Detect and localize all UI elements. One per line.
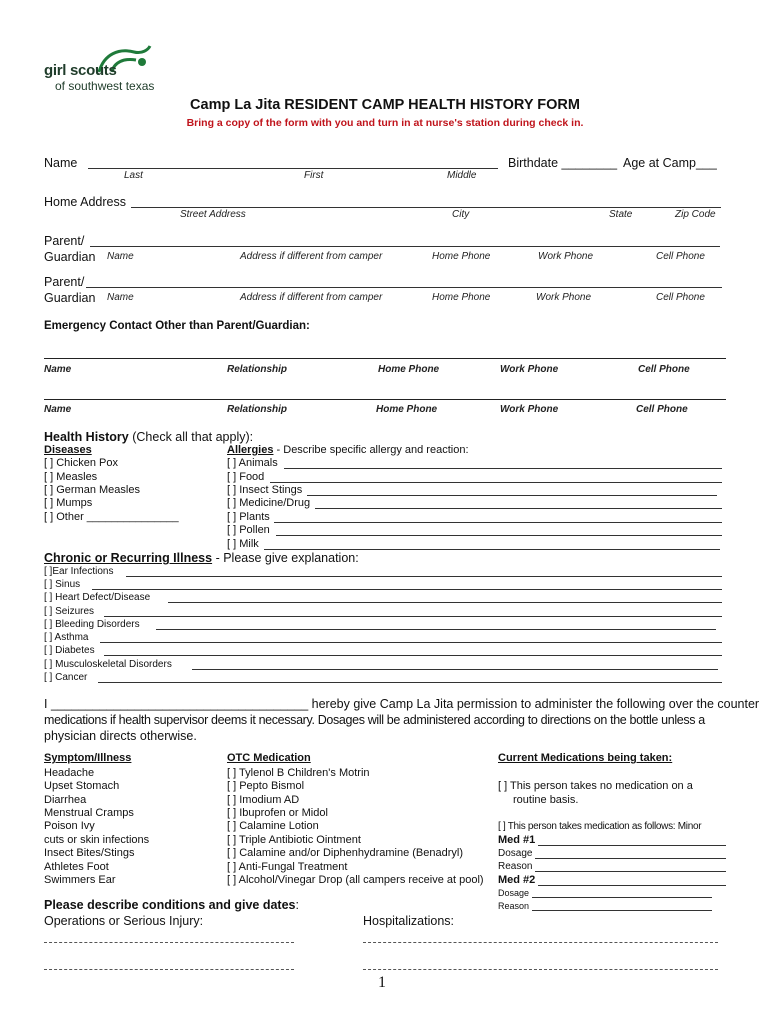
- emergency-row2-cell: Cell Phone: [636, 404, 688, 415]
- chronic-item-3[interactable]: [ ] Seizures: [44, 606, 95, 617]
- operations-label: Operations or Serious Injury:: [44, 914, 204, 928]
- hospitalizations-field-1[interactable]: [363, 942, 718, 943]
- page-title: Camp La Jita RESIDENT CAMP HEALTH HISTORY FORM: [190, 97, 580, 113]
- dosage2-field[interactable]: [532, 897, 712, 898]
- hospitalizations-field-2[interactable]: [363, 969, 718, 970]
- otc-label: OTC Medication: [227, 752, 311, 764]
- chronic-heading: [44, 551, 359, 565]
- chronic-line-2[interactable]: [168, 602, 722, 603]
- emergency-row2-rel: Relationship: [227, 404, 288, 415]
- disease-item-1[interactable]: [ ] Measles: [44, 471, 98, 483]
- otc-5[interactable]: [ ] Triple Antibiotic Ointment: [227, 834, 361, 846]
- age-label[interactable]: Age at Camp___: [623, 156, 717, 170]
- allergy-item-1[interactable]: [ ] Food: [227, 471, 265, 483]
- allergy-line-2[interactable]: [307, 495, 717, 496]
- symptom-0: Headache: [44, 767, 95, 779]
- parent2-cell: Cell Phone: [656, 292, 705, 303]
- med1-label: Med #1: [498, 834, 536, 846]
- chronic-item-7[interactable]: [ ] Musculoskeletal Disorders: [44, 659, 172, 670]
- allergy-item-5[interactable]: [ ] Pollen: [227, 524, 270, 536]
- chronic-line-6[interactable]: [104, 655, 722, 656]
- otc-7[interactable]: [ ] Anti-Fungal Treatment: [227, 861, 348, 873]
- emergency-row1-name: Name: [44, 364, 72, 375]
- logo-line2: of southwest texas: [55, 79, 155, 93]
- address-label: Home Address: [44, 195, 126, 209]
- emergency-row1-cell: Cell Phone: [638, 364, 690, 375]
- disease-item-2[interactable]: [ ] German Measles: [44, 484, 140, 496]
- permission-line1: I _____________________________________ hereby give Camp La Jita permission to administer the following over the counter: [44, 697, 760, 711]
- chronic-item-6[interactable]: [ ] Diabetes: [44, 645, 95, 656]
- emergency-row1-rel: Relationship: [227, 364, 288, 375]
- symptom-5: cuts or skin infections: [44, 834, 150, 846]
- parent1-cell: Cell Phone: [656, 251, 705, 262]
- chronic-label: Chronic or Recurring Illness: [44, 551, 213, 565]
- page-number: 1: [378, 974, 386, 991]
- dosage1-label: Dosage: [498, 848, 533, 859]
- parent2-field[interactable]: [86, 287, 722, 288]
- dosage1-field[interactable]: [535, 858, 726, 859]
- sub-first: First: [304, 170, 324, 181]
- allergy-item-4[interactable]: [ ] Plants: [227, 511, 270, 523]
- symptom-2: Diarrhea: [44, 794, 87, 806]
- med2-label: Med #2: [498, 874, 536, 886]
- parent2-address: Address if different from camper: [240, 292, 383, 303]
- chronic-line-4[interactable]: [156, 629, 716, 630]
- current-takes[interactable]: [ ] This person takes medication as follows: Minor: [498, 821, 702, 832]
- chronic-item-5[interactable]: [ ] Asthma: [44, 632, 89, 643]
- current-label: Current Medications being taken:: [498, 752, 673, 764]
- parent1-address: Address if different from camper: [240, 251, 383, 262]
- chronic-line-5[interactable]: [100, 642, 722, 643]
- parent2-work: Work Phone: [536, 292, 592, 303]
- current-none-line1[interactable]: [ ] This person takes no medication on a: [498, 780, 693, 792]
- disease-item-3[interactable]: [ ] Mumps: [44, 497, 93, 509]
- emergency-row2-name: Name: [44, 404, 72, 415]
- page-subtitle: Bring a copy of the form with you and turn in at nurse's station during check in.: [186, 117, 584, 129]
- reason2-label: Reason: [498, 901, 530, 911]
- conditions-heading: [44, 898, 299, 912]
- sub-middle: Middle: [447, 170, 477, 181]
- otc-2[interactable]: [ ] Imodium AD: [227, 794, 300, 806]
- operations-field-1[interactable]: [44, 942, 294, 943]
- name-label: Name: [44, 156, 78, 170]
- operations-field-2[interactable]: [44, 969, 294, 970]
- allergy-line-5[interactable]: [276, 535, 722, 536]
- birthdate-label[interactable]: Birthdate ________: [508, 156, 618, 170]
- name-field[interactable]: [88, 168, 498, 169]
- diseases-label: Diseases: [44, 444, 92, 456]
- hospitalizations-label: Hospitalizations:: [363, 914, 455, 928]
- health-heading: [44, 430, 253, 444]
- emergency-rule-1[interactable]: [44, 358, 726, 359]
- chronic-line-7[interactable]: [192, 669, 718, 670]
- allergies-desc: - Describe specific allergy and reaction:: [273, 444, 469, 456]
- reason2-field[interactable]: [532, 910, 712, 911]
- allergy-line-6[interactable]: [264, 549, 720, 550]
- parent2-home: Home Phone: [432, 292, 491, 303]
- current-none-line2: routine basis.: [513, 794, 579, 806]
- allergy-line-1[interactable]: [270, 482, 722, 483]
- disease-item-0[interactable]: [ ] Chicken Pox: [44, 457, 118, 469]
- allergy-item-2[interactable]: [ ] Insect Stings: [227, 484, 303, 496]
- parent2-label1: Parent/: [44, 275, 85, 289]
- emergency-row2-work: Work Phone: [500, 404, 559, 415]
- dosage2-label: Dosage: [498, 888, 530, 898]
- emergency-rule-2[interactable]: [44, 399, 726, 400]
- disease-item-4[interactable]: [ ] Other _______________: [44, 511, 179, 523]
- sub-street: Street Address: [180, 209, 246, 220]
- logo-line1: girl scouts: [44, 62, 117, 79]
- chronic-line-8[interactable]: [98, 682, 722, 683]
- emergency-row1-work: Work Phone: [500, 364, 559, 375]
- permission-line2: medications if health supervisor deems it necessary. Dosages will be administered according to directions on the bottle unless a: [44, 713, 705, 727]
- health-heading-rest: (Check all that apply):: [128, 430, 254, 444]
- otc-3[interactable]: [ ] Ibuprofen or Midol: [227, 807, 328, 819]
- allergy-item-6[interactable]: [ ] Milk: [227, 538, 259, 550]
- parent1-work: Work Phone: [538, 251, 594, 262]
- health-heading-bold: Health History: [44, 430, 129, 444]
- chronic-line-0[interactable]: [126, 576, 722, 577]
- chronic-item-1[interactable]: [ ] Sinus: [44, 579, 81, 590]
- allergies-heading: [227, 444, 469, 456]
- permission-line3: physician directs otherwise.: [44, 729, 197, 743]
- parent1-name: Name: [107, 251, 134, 262]
- emergency-heading: Emergency Contact Other than Parent/Guardian:: [44, 320, 310, 332]
- address-field[interactable]: [131, 207, 721, 208]
- emergency-row2-home: Home Phone: [376, 404, 438, 415]
- conditions-heading-text: Please describe conditions and give dates: [44, 898, 296, 912]
- otc-0[interactable]: [ ] Tylenol B Children's Motrin: [227, 767, 370, 779]
- symptom-4: Poison Ivy: [44, 820, 95, 832]
- symptoms-label: Symptom/Illness: [44, 752, 132, 764]
- sub-city: City: [452, 209, 470, 220]
- allergy-line-0[interactable]: [284, 468, 722, 469]
- med1-field[interactable]: [538, 845, 726, 846]
- otc-4[interactable]: [ ] Calamine Lotion: [227, 820, 319, 832]
- otc-1[interactable]: [ ] Pepto Bismol: [227, 780, 305, 792]
- symptom-7: Athletes Foot: [44, 861, 109, 873]
- parent1-label1: Parent/: [44, 234, 85, 248]
- chronic-item-2[interactable]: [ ] Heart Defect/Disease: [44, 592, 151, 603]
- reason1-label: Reason: [498, 861, 533, 872]
- med2-field[interactable]: [538, 885, 726, 886]
- parent2-name: Name: [107, 292, 134, 303]
- parent2-label2: Guardian: [44, 291, 96, 305]
- symptom-3: Menstrual Cramps: [44, 807, 134, 819]
- otc-8[interactable]: [ ] Alcohol/Vinegar Drop (all campers receive at pool): [227, 874, 484, 886]
- sub-last: Last: [124, 170, 143, 181]
- emergency-row1-home: Home Phone: [378, 364, 440, 375]
- chronic-item-4[interactable]: [ ] Bleeding Disorders: [44, 619, 140, 630]
- chronic-item-8[interactable]: [ ] Cancer: [44, 672, 88, 683]
- parent1-home: Home Phone: [432, 251, 491, 262]
- otc-6[interactable]: [ ] Calamine and/or Diphenhydramine (Benadryl): [227, 847, 464, 859]
- reason1-field[interactable]: [535, 871, 726, 872]
- conditions-colon: :: [295, 898, 299, 912]
- parent1-label2: Guardian: [44, 250, 96, 264]
- chronic-line-3[interactable]: [104, 616, 722, 617]
- allergies-label: Allergies: [227, 444, 274, 456]
- logo: [44, 44, 174, 96]
- sub-zip: Zip Code: [675, 209, 716, 220]
- parent1-field[interactable]: [90, 246, 720, 247]
- allergy-line-3[interactable]: [315, 508, 722, 509]
- sub-state: State: [609, 209, 633, 220]
- chronic-line-1[interactable]: [92, 589, 722, 590]
- allergy-item-0[interactable]: [ ] Animals: [227, 457, 278, 469]
- symptom-1: Upset Stomach: [44, 780, 120, 792]
- allergy-line-4[interactable]: [274, 522, 722, 523]
- chronic-desc: - Please give explanation:: [212, 551, 359, 565]
- symptom-8: Swimmers Ear: [44, 874, 116, 886]
- symptom-6: Insect Bites/Stings: [44, 847, 135, 859]
- allergy-item-3[interactable]: [ ] Medicine/Drug: [227, 497, 311, 509]
- chronic-item-0[interactable]: [ ]Ear Infections: [44, 566, 114, 577]
